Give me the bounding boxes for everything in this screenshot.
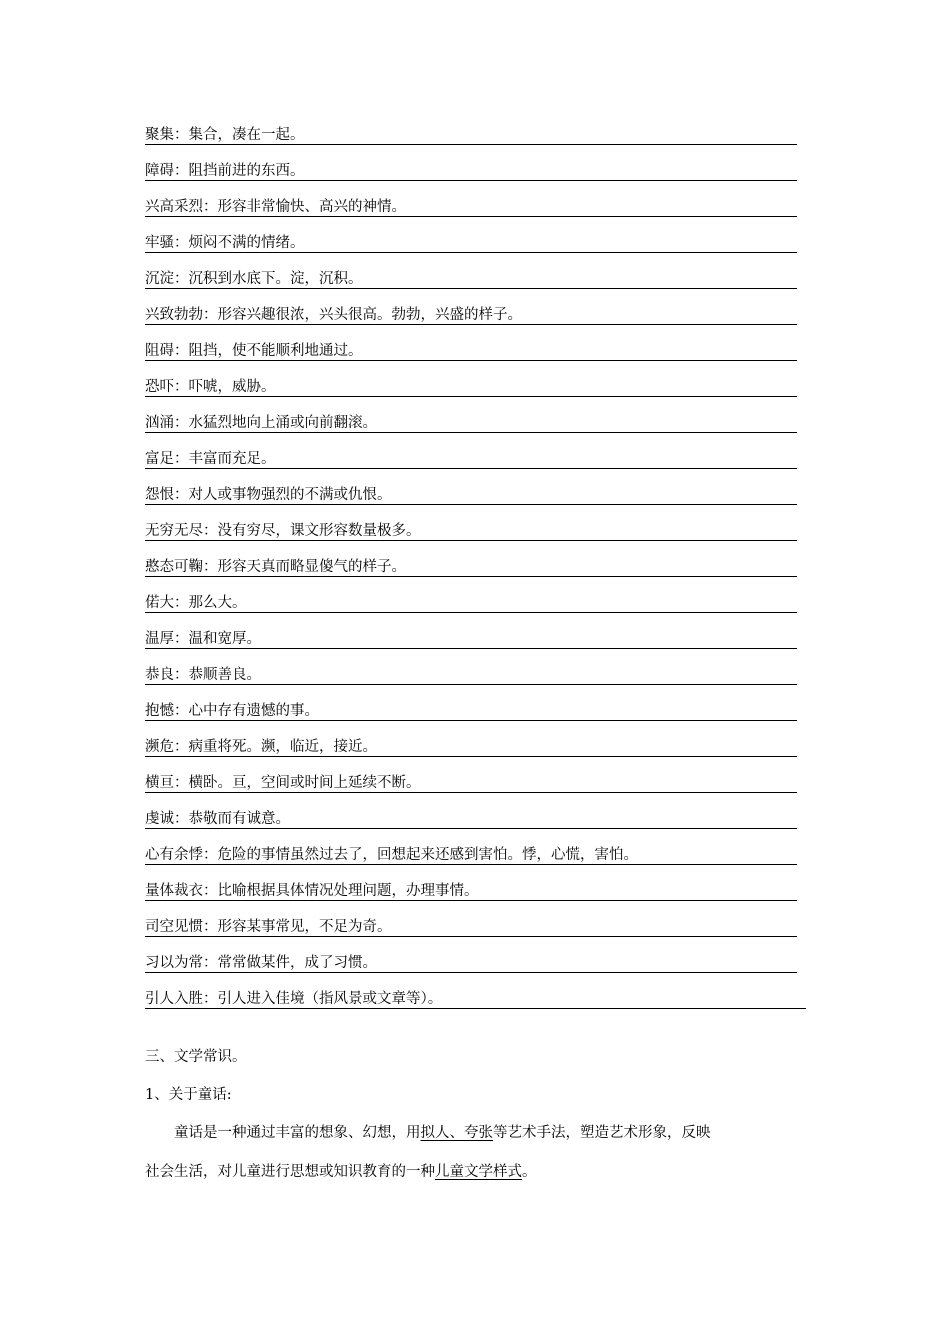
underline-rule (145, 684, 797, 685)
vocab-separator: ： (174, 631, 189, 647)
vocab-definition: 恭敬而有诚意。 (188, 811, 290, 827)
vocab-term: 富足 (145, 451, 174, 467)
vocab-item (145, 664, 805, 700)
vocab-item (145, 124, 805, 160)
underline-rule (145, 540, 797, 541)
underline-rule (145, 612, 797, 613)
vocab-item (145, 880, 805, 916)
vocab-definition: 形容非常愉快、高兴的神情。 (217, 199, 406, 215)
underline-rule (145, 756, 797, 757)
vocab-item (145, 448, 805, 484)
vocab-definition: 对人或事物强烈的不满或仇恨。 (188, 487, 392, 503)
vocab-item (145, 916, 805, 952)
vocab-entry (145, 810, 290, 828)
vocab-term: 濒危 (145, 739, 174, 755)
vocab-term: 牢骚 (145, 235, 174, 251)
underline-rule (145, 432, 797, 433)
underline-rule (145, 828, 797, 829)
vocab-entry (145, 918, 392, 936)
vocab-item (145, 232, 805, 268)
vocab-definition: 那么大。 (188, 595, 247, 611)
vocab-definition: 横卧。亘，空间或时间上延续不断。 (188, 775, 421, 791)
vocab-entry (145, 162, 305, 180)
vocab-definition: 心中存有遗憾的事。 (188, 703, 319, 719)
vocab-entry (145, 594, 247, 612)
vocab-entry (145, 270, 363, 288)
vocab-separator: ： (203, 991, 218, 1007)
paragraph-line-2 (145, 1163, 537, 1181)
vocab-item (145, 556, 805, 592)
paragraph-text: 等艺术手法，塑造艺术形象，反映 (493, 1125, 711, 1141)
vocab-term: 怨恨 (145, 487, 174, 503)
vocab-separator: ： (174, 127, 189, 143)
vocab-definition: 形容兴趣很浓，兴头很高。勃勃，兴盛的样子。 (217, 307, 522, 323)
underline-rule (145, 144, 797, 145)
vocab-entry (145, 198, 406, 216)
vocab-entry (145, 378, 276, 396)
vocab-definition: 阻挡前进的东西。 (188, 163, 305, 179)
vocab-term: 恐吓 (145, 379, 174, 395)
vocab-separator: ： (203, 523, 218, 539)
vocab-term: 憨态可鞠 (145, 559, 203, 575)
vocab-term: 引人入胜 (145, 991, 203, 1007)
paragraph-text: 童话是一种通过丰富的想象、幻想，用 (174, 1125, 421, 1141)
vocab-entry (145, 486, 392, 504)
vocab-term: 偌大 (145, 595, 174, 611)
paragraph-text: 。 (522, 1164, 537, 1180)
vocab-separator: ： (203, 307, 218, 323)
vocab-item (145, 700, 805, 736)
vocab-term: 心有余悸 (145, 847, 203, 863)
vocab-term: 量体裁衣 (145, 883, 203, 899)
vocab-entry (145, 126, 305, 144)
vocab-item (145, 844, 805, 880)
vocab-entry (145, 342, 363, 360)
vocab-definition: 没有穷尽，课文形容数量极多。 (217, 523, 421, 539)
vocab-item (145, 520, 805, 556)
vocab-separator: ： (203, 883, 218, 899)
vocab-item (145, 304, 805, 340)
vocab-term: 温厚 (145, 631, 174, 647)
underline-rule (145, 936, 797, 937)
vocab-item (145, 376, 805, 412)
vocab-definition: 形容某事常见，不足为奇。 (217, 919, 392, 935)
vocab-term: 汹涌 (145, 415, 174, 431)
vocab-separator: ： (203, 199, 218, 215)
vocab-definition: 水猛烈地向上涌或向前翻滚。 (188, 415, 377, 431)
vocab-definition: 集合，凑在一起。 (188, 127, 305, 143)
underline-rule (145, 900, 797, 901)
underline-rule (145, 576, 797, 577)
vocab-definition: 阻挡，使不能顺利地通过。 (188, 343, 363, 359)
vocab-separator: ： (174, 667, 189, 683)
vocab-entry (145, 666, 261, 684)
vocab-entry (145, 630, 261, 648)
vocab-separator: ： (174, 811, 189, 827)
vocab-item (145, 988, 805, 1024)
vocab-separator: ： (174, 595, 189, 611)
vocab-definition: 常常做某件，成了习惯。 (217, 955, 377, 971)
vocab-separator: ： (174, 775, 189, 791)
underline-rule (145, 216, 797, 217)
vocab-separator: ： (174, 415, 189, 431)
vocab-definition: 形容天真而略显傻气的样子。 (217, 559, 406, 575)
paragraph-line-1 (145, 1124, 711, 1142)
vocab-item (145, 808, 805, 844)
subsection-heading: 1、关于童话: (145, 1087, 232, 1103)
underline-rule (145, 288, 797, 289)
vocab-definition: 引人进入佳境（指风景或文章等）。 (217, 991, 443, 1007)
vocab-item (145, 196, 805, 232)
vocab-definition: 比喻根据具体情况处理问题，办理事情。 (217, 883, 479, 899)
vocab-item (145, 592, 805, 628)
vocab-term: 兴致勃勃 (145, 307, 203, 323)
vocab-term: 横亘 (145, 775, 174, 791)
vocab-term: 障碍 (145, 163, 174, 179)
underlined-keyword: 拟人、夸张 (420, 1125, 493, 1141)
vocab-entry (145, 234, 305, 252)
vocab-term: 抱憾 (145, 703, 174, 719)
underlined-keyword: 儿童文学样式 (435, 1164, 522, 1180)
underline-rule (145, 1008, 806, 1009)
vocab-entry (145, 702, 319, 720)
vocab-entry (145, 558, 406, 576)
vocab-separator: ： (174, 271, 189, 287)
vocab-entry (145, 414, 377, 432)
vocab-separator: ： (174, 235, 189, 251)
vocab-definition: 温和宽厚。 (188, 631, 261, 647)
vocab-separator: ： (174, 487, 189, 503)
vocab-term: 聚集 (145, 127, 174, 143)
underline-rule (145, 720, 797, 721)
underline-rule (145, 252, 797, 253)
vocab-separator: ： (203, 919, 218, 935)
vocab-item (145, 736, 805, 772)
section-heading: 三、文学常识。 (145, 1049, 247, 1065)
vocab-item (145, 484, 805, 520)
underline-rule (145, 504, 797, 505)
vocab-item (145, 772, 805, 808)
vocab-separator: ： (174, 739, 189, 755)
vocab-separator: ： (174, 451, 189, 467)
vocab-item (145, 268, 805, 304)
vocab-entry (145, 450, 276, 468)
vocab-definition: 恭顺善良。 (188, 667, 261, 683)
vocab-separator: ： (203, 559, 218, 575)
paragraph-indent (145, 1125, 174, 1141)
underline-rule (145, 180, 797, 181)
vocab-item (145, 412, 805, 448)
vocab-entry (145, 738, 377, 756)
underline-rule (145, 648, 797, 649)
vocab-term: 虔诚 (145, 811, 174, 827)
vocab-item (145, 160, 805, 196)
vocab-separator: ： (203, 955, 218, 971)
vocab-separator: ： (174, 379, 189, 395)
vocab-definition: 丰富而充足。 (188, 451, 276, 467)
underline-rule (145, 792, 797, 793)
vocab-item (145, 628, 805, 664)
vocab-term: 沉淀 (145, 271, 174, 287)
vocab-separator: ： (203, 847, 218, 863)
vocab-entry (145, 774, 421, 792)
vocab-term: 阻碍 (145, 343, 174, 359)
underline-rule (145, 972, 797, 973)
vocab-entry (145, 306, 522, 324)
underline-rule (145, 360, 797, 361)
vocab-term: 无穷无尽 (145, 523, 203, 539)
underline-rule (145, 396, 797, 397)
vocabulary-list (145, 124, 805, 1024)
vocab-term: 司空见惯 (145, 919, 203, 935)
paragraph-text: 社会生活，对儿童进行思想或知识教育的一种 (145, 1164, 435, 1180)
vocab-separator: ： (174, 343, 189, 359)
vocab-entry (145, 954, 377, 972)
vocab-separator: ： (174, 163, 189, 179)
vocab-definition: 吓唬，威胁。 (188, 379, 276, 395)
vocab-item (145, 340, 805, 376)
vocab-term: 兴高采烈 (145, 199, 203, 215)
vocab-separator: ： (174, 703, 189, 719)
vocab-definition: 烦闷不满的情绪。 (188, 235, 305, 251)
vocab-entry (145, 990, 442, 1008)
vocab-item (145, 952, 805, 988)
vocab-entry (145, 882, 479, 900)
underline-rule (145, 324, 797, 325)
vocab-entry (145, 522, 421, 540)
underline-rule (145, 468, 797, 469)
vocab-definition: 病重将死。濒，临近，接近。 (188, 739, 377, 755)
underline-rule (145, 864, 797, 865)
vocab-entry (145, 846, 638, 864)
vocab-term: 习以为常 (145, 955, 203, 971)
vocab-definition: 危险的事情虽然过去了，回想起来还感到害怕。悸，心慌，害怕。 (217, 847, 638, 863)
vocab-definition: 沉积到水底下。淀，沉积。 (188, 271, 363, 287)
vocab-term: 恭良 (145, 667, 174, 683)
